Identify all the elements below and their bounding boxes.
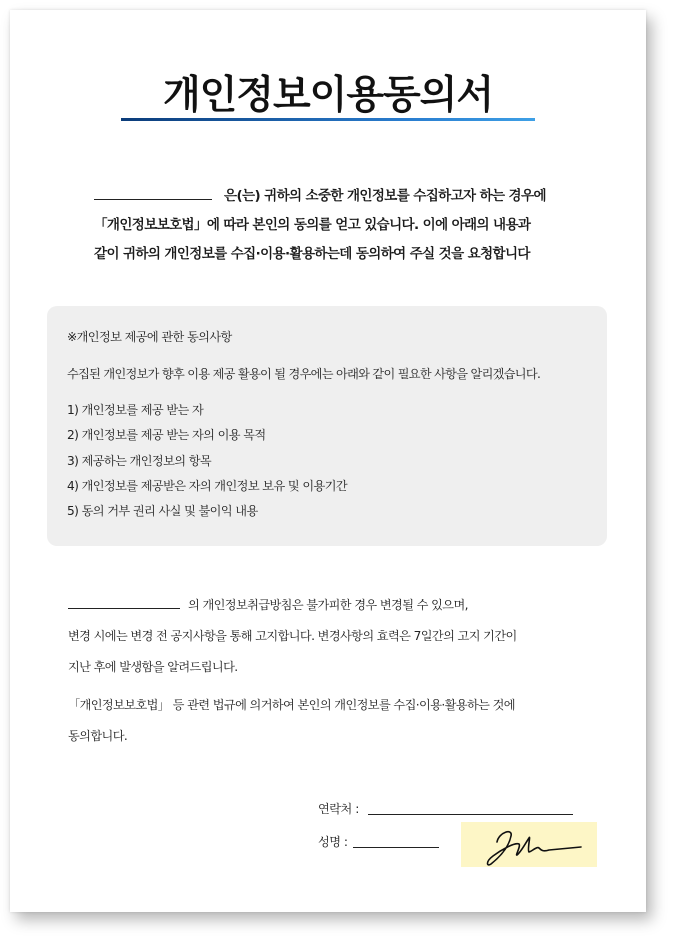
intro-line-2: 「개인정보보호법」에 따라 본인의 동의를 얻고 있습니다. 이에 아래의 내용과 xyxy=(94,217,531,233)
list-item: 4) 개인정보를 제공받은 자의 개인정보 보유 및 이용기간 xyxy=(67,478,348,493)
notice-line-2: 변경 시에는 변경 전 공지사항을 통해 고지합니다. 변경사항의 효력은 7일간의 고지 기간이 xyxy=(68,629,517,643)
organization-blank xyxy=(94,198,212,200)
contact-field[interactable] xyxy=(368,814,573,815)
intro-line-3: 같이 귀하의 개인정보를 수집·이용·활용하는데 동의하여 주실 것을 요청합니다 xyxy=(94,246,530,262)
name-label: 성명 : xyxy=(318,835,348,849)
notice-line-1 xyxy=(68,590,608,621)
document-page xyxy=(10,10,646,912)
list-item: 1) 개인정보를 제공 받는 자 xyxy=(67,403,204,417)
notice-text-1: 의 개인정보취급방침은 불가피한 경우 변경될 수 있으며, xyxy=(188,598,468,612)
contact-label: 연락처 : xyxy=(318,802,359,816)
list-item: 3) 제공하는 개인정보의 항목 xyxy=(67,453,212,468)
consent-items-box xyxy=(47,306,607,546)
title-underline xyxy=(121,118,535,121)
box-item-list xyxy=(67,398,347,524)
consent-line-1: 「개인정보보호법」 등 관련 법규에 의거하여 본인의 개인정보를 수집·이용·활용하는 것에 xyxy=(68,698,515,712)
intro-line-1 xyxy=(94,182,614,211)
signature-icon xyxy=(461,822,597,867)
list-item: 2) 개인정보를 제공 받는 자의 이용 목적 xyxy=(67,428,266,443)
box-description: 수집된 개인정보가 향후 이용 제공 활용이 될 경우에는 아래와 같이 필요한 사항을 알리겠습니다. xyxy=(67,367,541,381)
consent-line-2: 동의합니다. xyxy=(68,729,128,743)
intro-text-1: 은(는) 귀하의 소중한 개인정보를 수집하고자 하는 경우에 xyxy=(224,188,546,204)
page-title: 개인정보이용동의서 xyxy=(162,73,494,118)
notice-line-3: 지난 후에 발생함을 알려드립니다. xyxy=(68,660,238,674)
consent-statement xyxy=(68,690,608,752)
organization-blank-2 xyxy=(68,607,180,609)
list-item: 5) 동의 거부 권리 사실 및 불이익 내용 xyxy=(67,504,258,519)
box-header: ※개인정보 제공에 관한 동의사항 xyxy=(67,330,232,344)
policy-notice xyxy=(68,590,608,683)
intro-paragraph xyxy=(94,182,614,269)
name-field[interactable] xyxy=(353,847,439,848)
signature-box[interactable] xyxy=(461,822,597,867)
